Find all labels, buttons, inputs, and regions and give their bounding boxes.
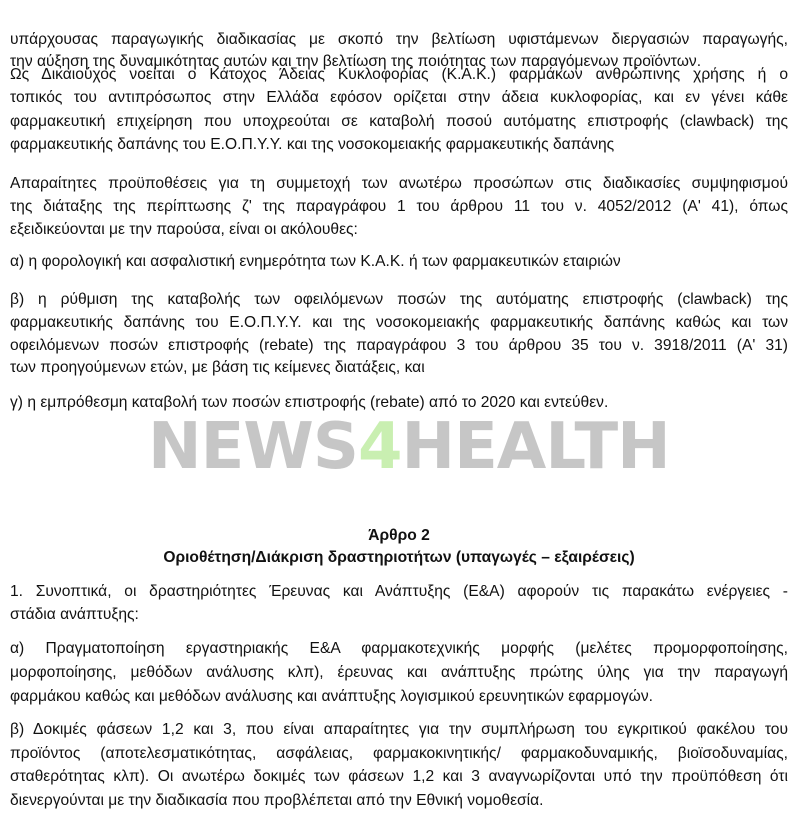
paragraph-line: εξειδικεύονται με την παρούσα, είναι οι ακόλουθες: <box>10 221 358 238</box>
list-item-b: φαρμακευτικής δαπάνης του Ε.Ο.Π.Υ.Υ. και της νοσοκομειακής φαρμακευτικής δαπάνης καθώς και των <box>10 314 788 331</box>
list-item-b: των προηγούμενων ετών, με βάση τις κείμενες διατάξεις, και <box>10 359 425 376</box>
paragraph-line: μορφοποίησης, μεθόδων ανάλυσης κλπ), έρευνας και ανάπτυξης πρώτης ύλης για την παραγωγή <box>10 664 788 681</box>
paragraph-line: υπάρχουσας παραγωγικής διαδικασίας με σκοπό την βελτίωση υφιστάμενων διεργασιών παραγωγής, <box>10 31 788 48</box>
article-title: Άρθρο 2 <box>368 527 430 544</box>
paragraph-line: σταθερότητας κλπ). Οι ανωτέρω δοκιμές των φάσεων 1,2 και 3 αναγνωρίζονται υπό την προϋπόθεση ότι <box>10 768 788 785</box>
paragraph-line: στάδια ανάπτυξης: <box>10 606 139 623</box>
watermark-part-4: 4 <box>357 410 402 484</box>
paragraph-line: την αύξηση της δυναμικότητας αυτών και την βελτίωση της ποιότητας των παραγόμενων προϊόντων. <box>10 53 702 70</box>
paragraph-line: Απαραίτητες προϋποθέσεις για τη συμμετοχή των ανωτέρω προσώπων στις διαδικασίες συμψηφισμού <box>10 175 788 192</box>
paragraph-line: Ως Δικαιούχος νοείται ο Κάτοχος Άδειας Κυκλοφορίας (Κ.Α.Κ.) φαρμάκων ανθρώπινης χρήσης ή ο <box>10 66 788 83</box>
paragraph-line: φαρμακευτικής δαπάνης του Ε.Ο.Π.Υ.Υ. και της νοσοκομειακής φαρμακευτικής δαπάνης <box>10 136 615 153</box>
paragraph-line: β) Δοκιμές φάσεων 1,2 και 3, που είναι απαραίτητες για την συμπλήρωση του εγκριτικού φακέλου του <box>10 721 788 738</box>
news4health-watermark-logo <box>148 410 670 484</box>
list-item-b: β) η ρύθμιση της καταβολής των οφειλόμενων ποσών της αυτόματης επιστροφής (clawback) της <box>10 291 788 308</box>
article-subtitle: Οριοθέτηση/Διάκριση δραστηριοτήτων (υπαγωγές – εξαιρέσεις) <box>163 549 635 566</box>
paragraph-line: τοπικός του αντιπρόσωπος στην Ελλάδα εφόσον ορίζεται στην άδεια κυκλοφορίας, και εν γένει κάθε <box>10 89 788 106</box>
paragraph-line: φαρμακευτική επιχείρηση που υποχρεούται σε καταβολή ποσού αυτόματης επιστροφής (clawback) της <box>10 113 788 130</box>
list-item-a: α) η φορολογική και ασφαλιστική ενημερότητα των Κ.Α.Κ. ή των φαρμακευτικών εταιριών <box>10 253 621 270</box>
watermark-part-news: NEWS <box>148 410 358 484</box>
paragraph-line: διενεργούνται με την διαδικασία που προβλέπεται από την Εθνική νομοθεσία. <box>10 792 544 809</box>
paragraph-line: προϊόντος (αποτελεσματικότητας, ασφάλειας, φαρμακοκινητικής/ φαρμακοδυναμικής, βιοϊσοδυναμίας, <box>10 745 788 762</box>
paragraph-line: 1. Συνοπτικά, οι δραστηριότητες Έρευνας και Ανάπτυξης (Ε&Α) αφορούν τις παρακάτω ενέργειες - <box>10 583 788 600</box>
list-item-b: οφειλόμενων ποσών επιστροφής (rebate) της παραγράφου 3 του άρθρου 35 του ν. 3918/2011 (Α' 31) <box>10 337 788 354</box>
paragraph-line: φαρμάκου καθώς και μεθόδων ανάλυσης και ανάπτυξης λογισμικού ερευνητικών εφαρμογών. <box>10 688 653 705</box>
paragraph-line: α) Πραγματοποίηση εργαστηριακής Ε&Α φαρμακοτεχνικής μορφής (μελέτες προμορφοποίησης, <box>10 640 788 657</box>
paragraph-line: της διάταξης της περίπτωσης ζ' της παραγράφου 1 του άρθρου 11 του ν. 4052/2012 (Α' 41), όπως <box>10 198 788 215</box>
list-item-c: γ) η εμπρόθεσμη καταβολή των ποσών επιστροφής (rebate) από το 2020 και εντεύθεν. <box>10 394 609 411</box>
watermark-part-health: HEALTH <box>401 410 670 484</box>
